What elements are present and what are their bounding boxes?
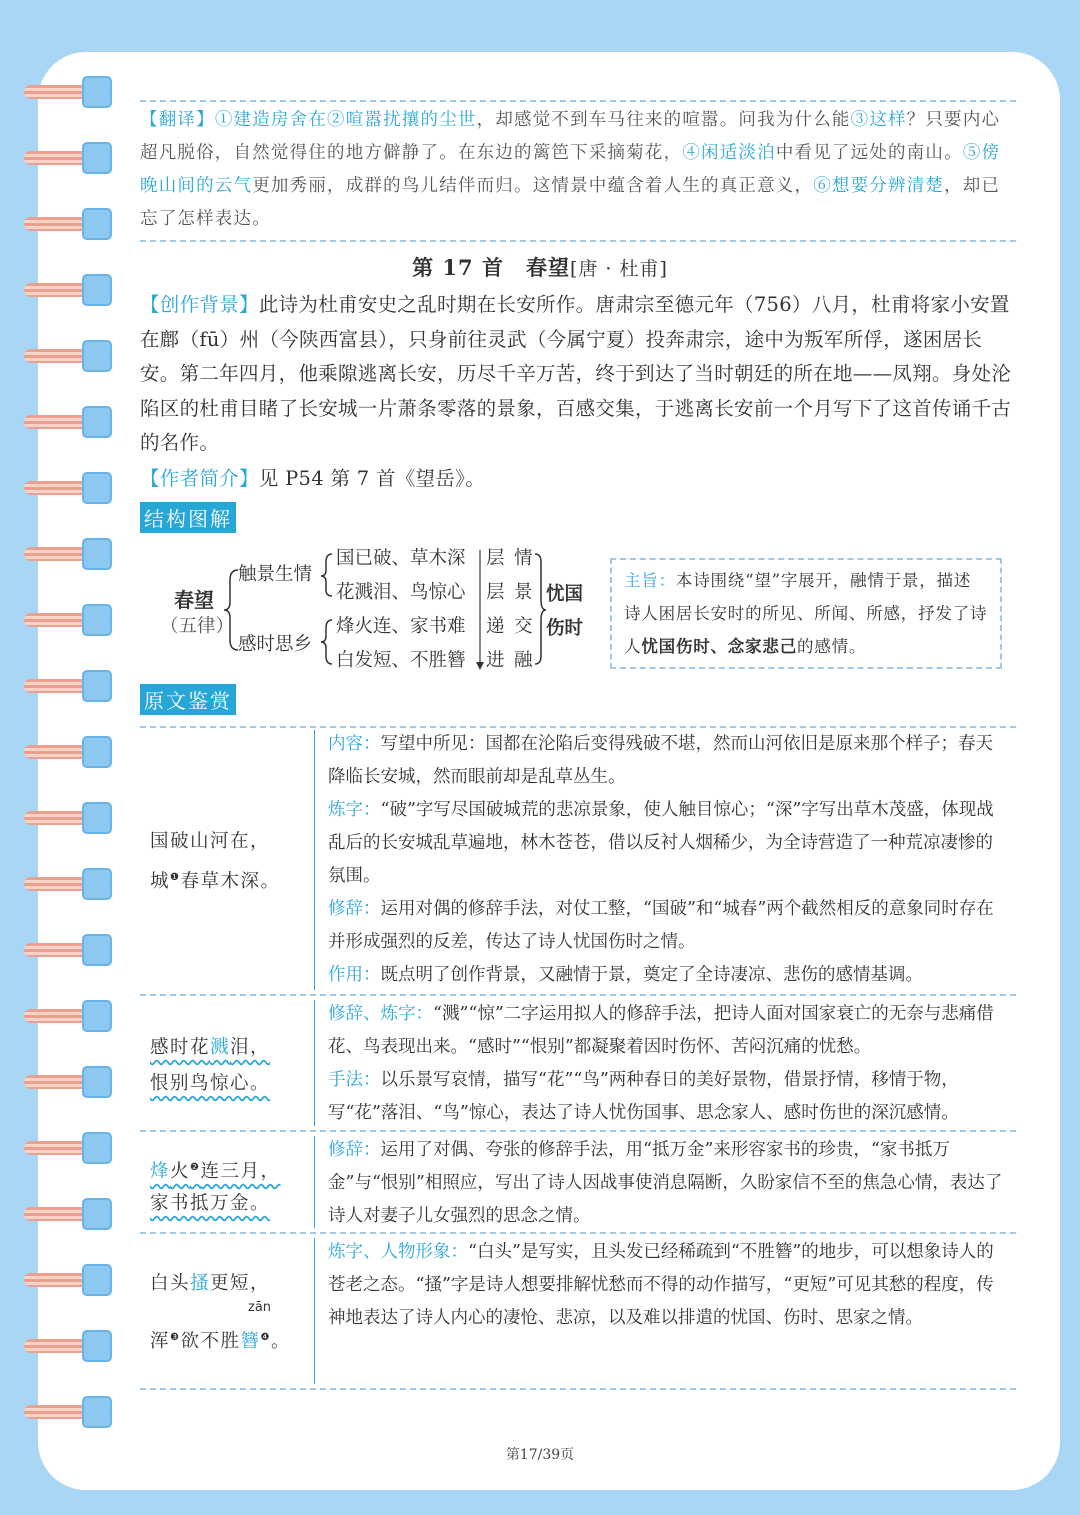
page-number: 第17/39页	[505, 1447, 575, 1463]
analysis-notes: 修辞、炼字：“溅”“惊”二字运用拟人的修辞手法，把诗人面对国家衰亡的无奈与悲痛借花、鸟表现出来。“感时”“恨别”都凝聚着因时伤怀、苦闷沉痛的忧愁。 手法：以乐景写哀情，描写“花”“鸟”两种春日的美好景物，借景抒情，移情于物，写“花”落泪、“鸟”惊心，表达了诗人忧伤国事、思念家人、感时伤世的深沉感情。	[328, 1004, 994, 1123]
binding-ring	[24, 538, 112, 570]
author-intro: 【作者简介】见 P54 第 7 首《望岳》。	[140, 467, 485, 490]
binding-ring	[24, 802, 112, 834]
table-row	[140, 1234, 1016, 1390]
diagram-result: 伤时	[546, 618, 584, 639]
diagram-line: 花溅泪、鸟惊心	[336, 582, 466, 603]
theme-box: 主旨：本诗围绕“望”字展开，融情于景，描述诗人困居长安时的所见、所闻、所感，抒发了诗人忧国伤时、念家悲己的感情。	[610, 558, 1002, 669]
binding-ring	[24, 868, 112, 900]
appreciation-heading: 原文鉴赏	[140, 684, 236, 715]
binding-ring	[24, 208, 112, 240]
translation-block: 【翻译】①建造房舍在②喧嚣扰攘的尘世，却感觉不到车马往来的喧嚣。问我为什么能③这样？只要内心超凡脱俗，自然觉得住的地方僻静了。在东边的篱笆下采摘菊花，④闲适淡泊中看见了远处的南山。⑤傍晚山间的云气更加秀丽，成群的鸟儿结伴而归。这情景中蕴含着人生的真正意义，⑥想要分辨清楚，却已忘了怎样表达。	[140, 110, 1001, 229]
poem-line: 家书抵万金。	[150, 1193, 271, 1214]
binding-ring	[24, 406, 112, 438]
poem-author: [唐 · 杜甫]	[569, 258, 668, 280]
binding-ring	[24, 1264, 112, 1296]
analysis-notes: 炼字、人物形象：“白头”是写实，且头发已经稀疏到“不胜簪”的地步，可以想象诗人的苍老之态。“搔”字是诗人想要排解忧愁而不得的动作描写，“更短”可见其愁的程度，传神地表达了诗人内心的凄怆、悲凉，以及难以排遣的忧国、伤时、思家之情。	[328, 1242, 994, 1328]
binding-ring	[24, 736, 112, 768]
diagram-root: 春望	[174, 588, 214, 612]
table-row	[140, 1132, 1016, 1234]
binding-ring	[24, 340, 112, 372]
table-row	[140, 726, 1016, 996]
pinyin-annotation: zān	[248, 1300, 272, 1315]
divider	[140, 100, 1016, 102]
binding-ring	[24, 1198, 112, 1230]
table-row	[140, 996, 1016, 1132]
binding-ring	[24, 1330, 112, 1362]
diagram-root-sub: （五律）	[160, 616, 235, 637]
translation-label: 【翻译】	[140, 110, 215, 130]
binding-ring	[24, 1132, 112, 1164]
background-section: 【创作背景】此诗为杜甫安史之乱时期在长安所作。唐肃宗至德元年（756）八月，杜甫将家小安置在鄜（fū）州（今陕西富县），只身前往灵武（今属宁夏）投奔肃宗，途中为叛军所俘，遂困居长安。第二年四月，他乘隙逃离长安，历尽千辛万苦，终于到达了当时朝廷的所在地——凤翔。身处沦陷区的杜甫目睹了长安城一片萧条零落的景象，百感交集，于逃离长安前一个月写下了这首传诵千古的名作。	[140, 293, 1012, 454]
poem-line: 烽火$^❷$连三月，	[150, 1161, 281, 1183]
analysis-notes: 修辞：运用了对偶、夸张的修辞手法，用“抵万金”来形容家书的珍贵，“家书抵万金”与“恨别”相照应，写出了诗人因战事使消息隔断，久盼家信不至的焦急心情，表达了诗人对妻子儿女强烈的思念之情。	[328, 1140, 1003, 1226]
divider	[140, 240, 1016, 242]
binding-ring	[24, 670, 112, 702]
diagram-branch-1: 触景生情	[238, 564, 313, 585]
diagram-line: 烽火连、家书难	[336, 616, 466, 637]
author-intro-label: 【作者简介】	[140, 467, 259, 490]
diagram-line: 国已破、草木深	[336, 548, 466, 569]
binding-ring	[24, 1000, 112, 1032]
diagram-result: 忧国	[546, 584, 584, 605]
poem-title: 第 17 首 春望[唐 · 杜甫]	[412, 255, 668, 280]
binding-ring	[24, 934, 112, 966]
binding-ring	[24, 604, 112, 636]
binding-ring	[24, 472, 112, 504]
poem-line: 浑$^❸$欲不胜簪$^❹$。	[150, 1331, 291, 1353]
binding-ring	[24, 76, 112, 108]
poem-line: 感时花溅泪，	[150, 1037, 271, 1058]
poem-line: 恨别鸟惊心。	[150, 1073, 271, 1094]
binding-ring	[24, 1396, 112, 1428]
binding-ring	[24, 142, 112, 174]
structure-heading: 结构图解	[140, 502, 236, 533]
background-label: 【创作背景】	[140, 293, 259, 316]
diagram-line: 白发短、不胜簪	[336, 650, 466, 671]
analysis-notes: 内容：写望中所见：国都在沦陷后变得残破不堪，然而山河依旧是原来那个样子；春天降临长安城，然而眼前却是乱草丛生。 炼字：“破”字写尽国破城荒的悲凉景象，使人触目惊心；“深”字写出草木茂盛，体现战乱后的长安城乱草遍地，林木苍苍，借以反衬人烟稀少，为全诗营造了一种荒凉凄惨的氛围。 修辞：运用对偶的修辞手法，对仗工整，“国破”和“城春”两个截然相反的意象同时存在并形成强烈的反差，传达了诗人忧国伤时之情。 作用：既点明了创作背景，又融情于景，奠定了全诗凄凉、悲伤的感情基调。	[328, 734, 994, 985]
binding-ring	[24, 1066, 112, 1098]
structure-diagram: 春望 （五律） 触景生情 感时思乡 国已破、草木深 花溅泪、鸟惊心 烽火连、家书难 白发短、不胜簪 层 层 递 进 情 景 交 融 忧国 伤时 主旨：本诗围绕“望”字展开，融情于景，描述诗人困居长安时的所见、所闻、所感，抒发了诗人忧国伤时、念家悲己的感情。	[140, 540, 1016, 680]
poem-line: 城$^❶$春草木深。	[150, 871, 281, 893]
poem-line: 国破山河在，	[150, 831, 271, 852]
diagram-branch-2: 感时思乡	[238, 634, 313, 655]
poem-line: 白头搔更短，	[150, 1273, 271, 1294]
